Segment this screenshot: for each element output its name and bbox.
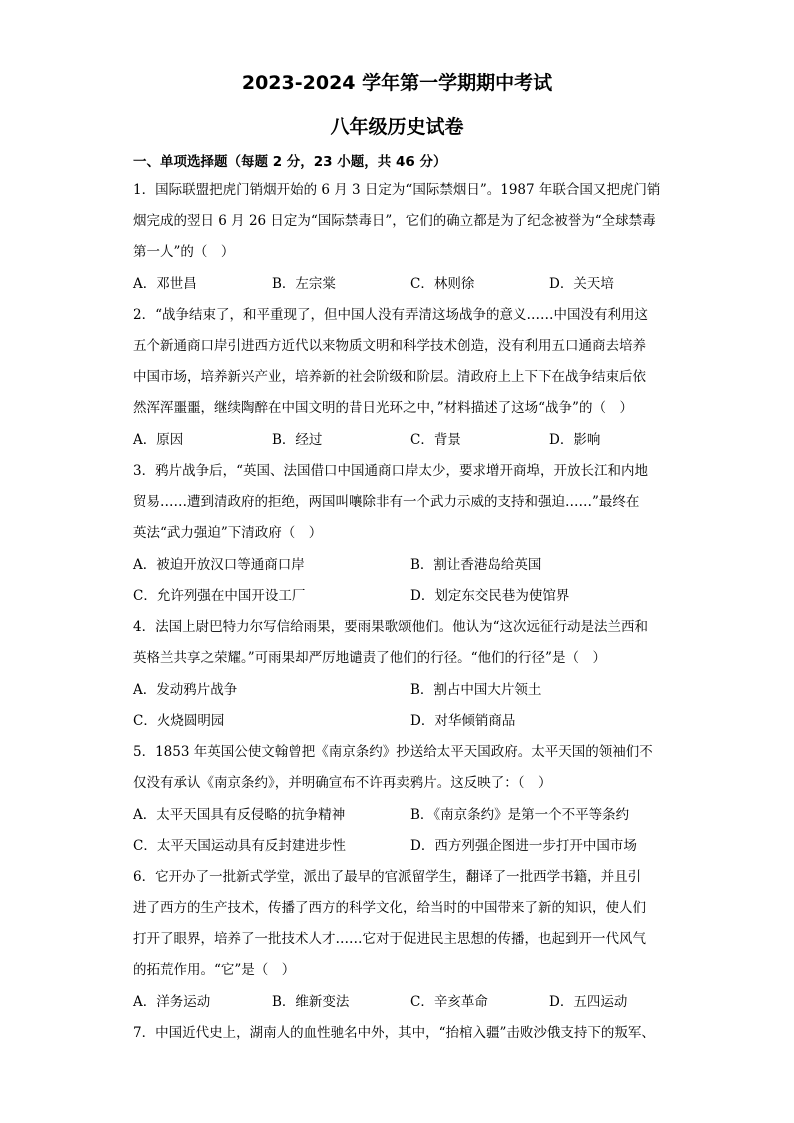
question-5-option-c[interactable]: C．太平天国运动具有反封建进步性	[133, 838, 346, 854]
question-6-line-3: 打开了眼界，培养了一批技术人才……它对于促进民主思想的传播，也起到开一代风气	[133, 931, 646, 947]
question-5-option-b[interactable]: B．《南京条约》是第一个不平等条约	[410, 807, 630, 823]
question-3-option-b[interactable]: B．割让香港岛给英国	[410, 557, 542, 573]
question-4-option-c[interactable]: C．火烧圆明园	[133, 713, 225, 729]
question-6-option-a[interactable]: A．洋务运动	[133, 994, 211, 1010]
question-5-line-1: 5．1853 年英国公使文翰曾把《南京条约》抄送给太平天国政府。太平天国的领袖们不	[133, 744, 653, 760]
exam-title: 2023-2024 学年第一学期期中考试	[241, 72, 553, 94]
question-3-line-2: 贸易……遭到清政府的拒绝，两国叫嚷除非有一个武力示威的支持和强迫……”最终在	[133, 494, 640, 510]
question-3-option-a[interactable]: A．被迫开放汉口等通商口岸	[133, 557, 305, 573]
question-3-option-c[interactable]: C．允许列强在中国开设工厂	[133, 588, 306, 604]
question-5-option-d[interactable]: D．西方列强企图进一步打开中国市场	[410, 838, 637, 854]
question-2-option-b[interactable]: B．经过	[272, 432, 323, 448]
question-5-line-2: 仅没有承认《南京条约》，并明确宣布不许再卖鸦片。这反映了：（ ）	[133, 775, 552, 791]
question-7-line-1: 7．中国近代史上，湖南人的血性驰名中外，其中，“抬棺入疆”击败沙俄支持下的叛军、	[133, 1025, 655, 1041]
section-heading: 一、单项选择题（每题 2 分，23 小题，共 46 分）	[133, 154, 447, 170]
question-1-line-2: 烟完成的翌日 6 月 26 日定为“国际禁毒日”，它们的确立都是为了纪念被誉为“全球禁毒	[133, 213, 656, 229]
question-6-line-2: 进了西方的生产技术，传播了西方的科学文化，给当时的中国带来了新的知识，使人们	[133, 900, 646, 916]
question-1-option-d[interactable]: D．关天培	[549, 276, 614, 292]
question-2-line-4: 然浑浑噩噩，继续陶醉在中国文明的昔日光环之中，”材料描述了这场“战争”的（ ）	[133, 400, 633, 416]
question-6-option-c[interactable]: C．辛亥革命	[410, 994, 488, 1010]
question-2-line-2: 五个新通商口岸引进西方近代以来物质文明和科学技术创造，没有利用五口通商去培养	[133, 338, 646, 354]
question-2-option-a[interactable]: A．原因	[133, 432, 184, 448]
question-6-option-d[interactable]: D．五四运动	[549, 994, 628, 1010]
question-3-option-d[interactable]: D．划定东交民巷为使馆界	[410, 588, 570, 604]
exam-subtitle: 八年级历史试卷	[330, 116, 464, 138]
question-2-option-d[interactable]: D．影响	[549, 432, 601, 448]
question-3-line-1: 3．鸦片战争后，“英国、法国借口中国通商口岸太少，要求增开商埠，开放长江和内地	[133, 463, 648, 479]
question-1-option-c[interactable]: C．林则徐	[410, 276, 475, 292]
question-5-option-a[interactable]: A．太平天国具有反侵略的抗争精神	[133, 807, 346, 823]
question-2-line-1: 2．“战争结束了，和平重现了，但中国人没有弄清这场战争的意义……中国没有利用这	[133, 307, 648, 323]
question-3-line-3: 英法“武力强迫”下清政府（ ）	[133, 525, 323, 541]
question-4-line-2: 英格兰共享之荣耀。”可雨果却严厉地谴责了他们的行径。“他们的行径”是（ ）	[133, 650, 606, 666]
question-1-line-1: 1．国际联盟把虎门销烟开始的 6 月 3 日定为“国际禁烟日”。1987 年联合国又把虎门销	[133, 182, 661, 198]
question-4-option-a[interactable]: A．发动鸦片战争	[133, 682, 238, 698]
question-4-option-d[interactable]: D．对华倾销商品	[410, 713, 516, 729]
question-2-option-c[interactable]: C．背景	[410, 432, 461, 448]
question-1-option-b[interactable]: B．左宗棠	[272, 276, 336, 292]
question-4-option-b[interactable]: B．割占中国大片领土	[410, 682, 542, 698]
question-4-line-1: 4．法国上尉巴特力尔写信给雨果，要雨果歌颂他们。他认为“这次远征行动是法兰西和	[133, 619, 648, 635]
question-6-line-1: 6．它开办了一批新式学堂，派出了最早的官派留学生，翻译了一批西学书籍，并且引	[133, 869, 642, 885]
question-6-option-b[interactable]: B．维新变法	[272, 994, 350, 1010]
question-1-option-a[interactable]: A．邓世昌	[133, 276, 197, 292]
question-2-line-3: 中国市场，培养新兴产业，培养新的社会阶级和阶层。清政府上上下下在战争结束后依	[133, 369, 646, 385]
question-1-line-3: 第一人”的（ ）	[133, 244, 235, 260]
question-6-line-4: 的拓荒作用。“它”是（ ）	[133, 962, 296, 978]
